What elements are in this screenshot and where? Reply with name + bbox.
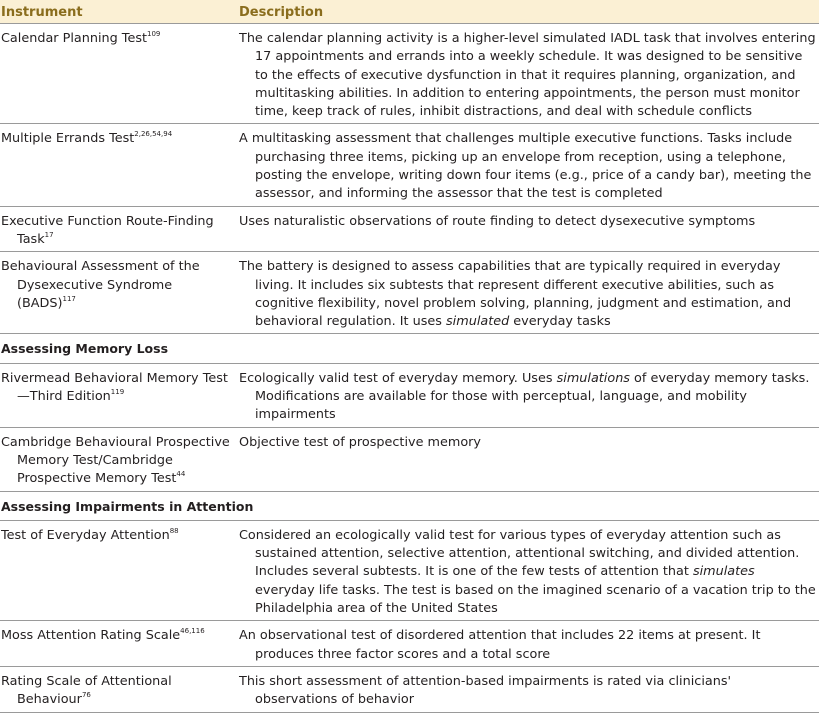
instrument-name: Rating Scale of Attentional Behaviour$^{76}$ [1,673,172,708]
description-cell [237,520,819,620]
instrument-name: Calendar Planning Test$^{109}$ [1,29,161,46]
description-cell [237,621,819,667]
citation-ref: 109 [147,29,161,38]
header-description: Description [237,0,819,24]
instrument-name: Executive Function Route-Finding Task$^{17}$ [1,213,214,247]
emphasis: simulates [692,564,755,580]
instrument-name: Moss Attention Rating Scale$^{46,116}$ [1,627,205,644]
citation-ref: 76 [81,690,91,699]
description-text: The battery is designed to assess capabilities that are typically required in everyday living. It includes six subtests that represent different executive abilities, such as cognitive flexibility, novel problem solving, planning, judgment and estimation, and behavioral regulation. It uses simulated everyday tasks [239,259,792,330]
citation-ref: 17 [44,230,54,239]
table-row [0,206,819,252]
instrument-cell [0,666,237,712]
description-text: Objective test of prospective memory [239,434,481,450]
description-text: Considered an ecologically valid test for various types of everyday attention such as sustained attention, selective attention, attentional switching, and divided attention. Includes several subtests. It is one of the few tests of attention that simulates everyday life tasks. The test is based on the imagined scenario of a vacation trip to the Philadelphia area of the United States [239,527,816,617]
citation-ref: 46,116 [180,627,205,636]
description-cell [237,427,819,491]
citation-ref: 117 [62,294,76,303]
description-text: Ecologically valid test of everyday memory. Uses simulations of everyday memory tasks. Modifications are available for those with perceptual, language, and mobility impairments [239,370,810,423]
description-cell [237,206,819,252]
instrument-name: Behavioural Assessment of the Dysexecutive Syndrome (BADS)$^{117}$ [1,259,200,311]
description-text: The calendar planning activity is a higher-level simulated IADL task that involves entering 17 appointments and errands into a weekly schedule. It was designed to be sensitive to the effects of executive dysfunction in that it requires planning, organization, and multitasking abilities. In addition to entering appointments, the person must monitor time, keep track of rules, inhibit distractions, and deal with schedule conflicts [239,31,816,120]
instrument-name: Rivermead Behavioral Memory Test—Third Edition$^{119}$ [1,370,228,405]
description-text: This short assessment of attention-based impairments is rated via clinicians' observations of behavior [239,673,732,708]
table-body [0,24,819,713]
table-row [0,252,819,334]
table-row [0,124,819,206]
instrument-cell [0,124,237,206]
description-cell [237,666,819,712]
table-row [0,520,819,620]
description-text: A multitasking assessment that challenges multiple executive functions. Tasks include purchasing three items, picking up an envelope from reception, using a telephone, posting the envelope, writing down four items (e.g., price of a candy bar), meeting the assessor, and informing the assessor that the test is completed [239,131,812,202]
description-cell [237,363,819,427]
table-row [0,24,819,124]
table-row [0,621,819,667]
citation-ref: 88 [169,526,179,535]
section-title: Assessing Impairments in Attention [0,491,819,520]
description-cell [237,124,819,206]
instrument-name: Cambridge Behavioural Prospective Memory Test/Cambridge Prospective Memory Test$^{44}$ [1,434,230,487]
header-instrument: Instrument [0,0,237,24]
table-row [0,363,819,427]
description-text: Uses naturalistic observations of route finding to detect dysexecutive symptoms [239,213,756,229]
instrument-cell [0,24,237,124]
citation-ref: 44 [176,469,186,478]
citation-ref: 2,26,54,94 [134,130,173,139]
instrument-cell [0,427,237,491]
table-row [0,666,819,712]
instrument-cell [0,252,237,334]
description-cell [237,24,819,124]
section-header [0,491,819,520]
instrument-cell [0,206,237,252]
instrument-cell [0,621,237,667]
instrument-name: Multiple Errands Test$^{2,26,54,94}$ [1,130,173,147]
emphasis: simulations [556,370,630,386]
description-text: An observational test of disordered attention that includes 22 items at present. It produces three factor scores and a total score [239,628,761,662]
section-header [0,334,819,363]
emphasis: simulated [446,314,510,330]
citation-ref: 119 [110,387,125,396]
instrument-name: Test of Everyday Attention$^{88}$ [1,526,179,543]
table-header [0,0,819,24]
instrument-cell [0,520,237,620]
section-title: Assessing Memory Loss [0,334,819,363]
table-row [0,427,819,491]
description-cell [237,252,819,334]
instrument-cell [0,363,237,427]
